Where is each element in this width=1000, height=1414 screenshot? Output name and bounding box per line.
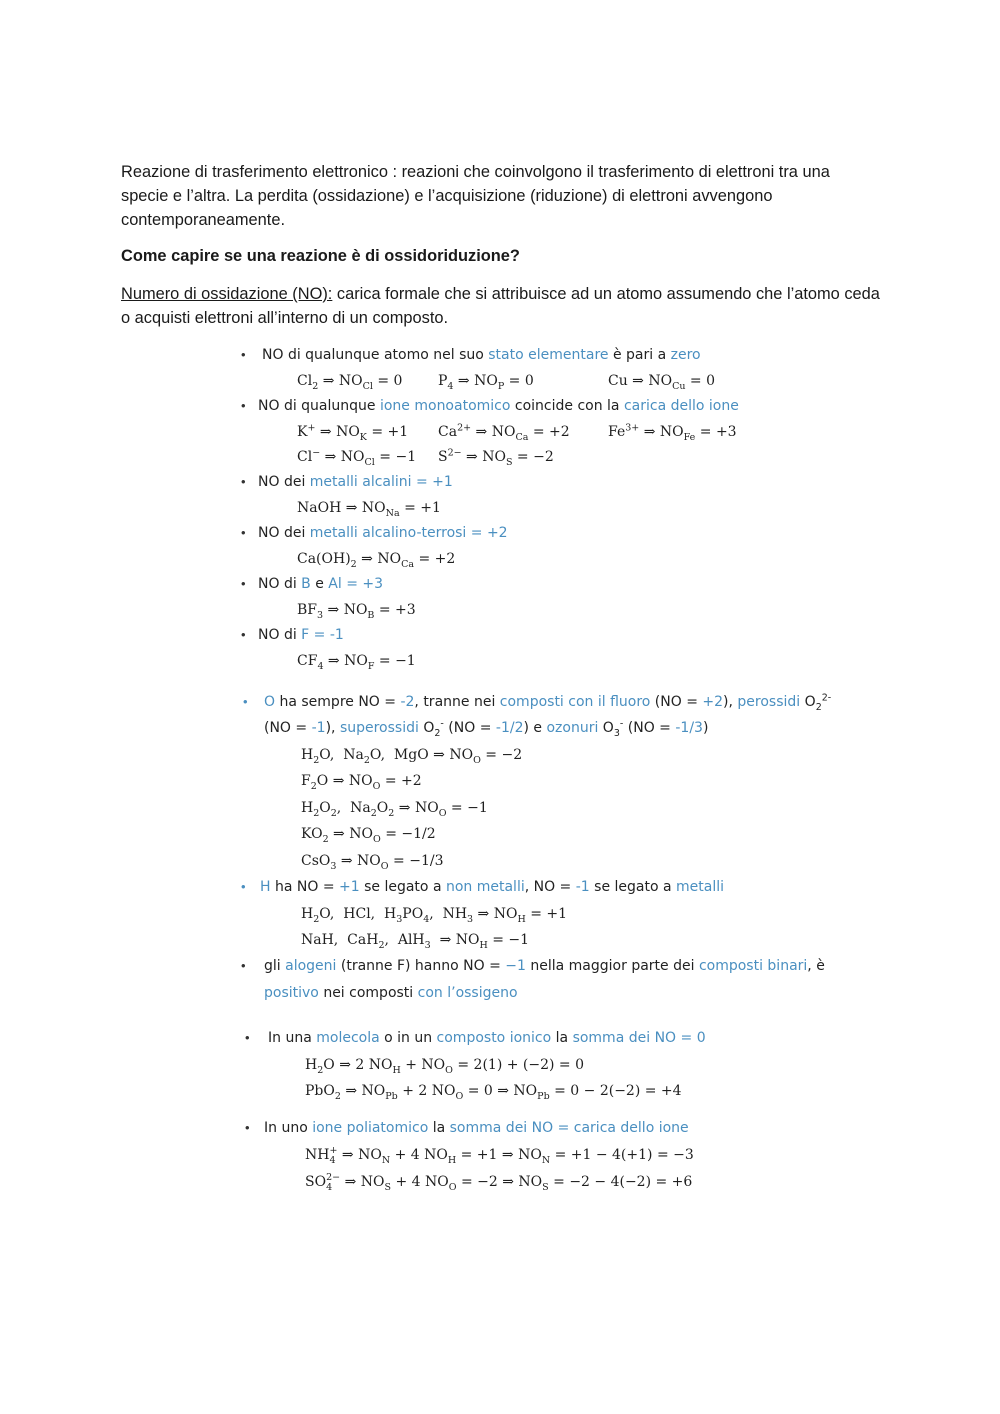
bullet: • <box>241 879 246 894</box>
equation: $Ca(OH)_2$ ⇒ $NO_{Ca} = +2$ <box>297 551 456 570</box>
equation: $BF_3$ ⇒ $NO_B = +3$ <box>297 602 416 621</box>
rule-boron-aluminium: NO di B e Al = +3 <box>258 576 384 592</box>
rule-halogens-line2: positivo nei composti con l’ossigeno <box>264 985 518 1001</box>
rule-neutral-sum: In una molecola o in un composto ionico la somma dei NO = 0 <box>268 1030 706 1046</box>
equation: $H_2O_2$, $Na_2O_2$ ⇒ $NO_O = -1$ <box>301 800 488 819</box>
equation: $F_2O$ ⇒ $NO_O = +2$ <box>301 773 422 792</box>
rule-alkaline-earth-metals: NO dei metalli alcalino-terrosi = +2 <box>258 525 508 541</box>
rule-fluorine: NO di F = -1 <box>258 627 344 643</box>
equation: $H_2O$, $Na_2O$, MgO ⇒ $NO_O = -2$ <box>301 747 523 766</box>
bullet: • <box>241 525 246 540</box>
equation: $Ca^{2+}$ ⇒ $NO_{Ca} = +2$ <box>438 422 570 443</box>
section-question: Come capire se una reazione è di ossidoriduzione? <box>121 247 520 265</box>
bullet: • <box>245 1120 250 1135</box>
bullet: • <box>243 694 248 709</box>
equation: $SO_4^{2-}$ ⇒ $NO_S + 4$ $NO_O = -2$ ⇒ $NO_S = -2 - 4(-2) = +6$ <box>305 1172 693 1193</box>
rule-oxygen-line1: O ha sempre NO = -2, tranne nei composti con il fluoro (NO = +2), perossidi $O_2^{2-}$ <box>264 692 832 713</box>
rule-halogens-line1: gli alogeni (tranne F) hanno NO = −1 nella maggior parte dei composti binari, è <box>264 958 825 974</box>
definition-text: carica formale che si attribuisce ad un atomo assumendo che l’atomo ceda o acquisti elettroni all’interno di un composto. <box>121 285 880 327</box>
equation: $NH_4^+$ ⇒ $NO_N + 4$ $NO_H = +1$ ⇒ $NO_N = +1 - 4(+1) = -3$ <box>305 1145 694 1166</box>
bullet: • <box>241 398 246 413</box>
equation: $CF_4$ ⇒ $NO_F = -1$ <box>297 653 416 672</box>
rule-hydrogen: H ha NO = +1 se legato a non metalli, NO = -1 se legato a metalli <box>260 879 725 895</box>
bullet: • <box>241 627 246 642</box>
equation: NaOH ⇒ $NO_{Na} = +1$ <box>297 500 441 519</box>
intro-paragraph: Reazione di trasferimento elettronico : reazioni che coinvolgono il trasferimento di elettroni tra una specie e l’altra. La perdita (ossidazione) e l’acquisizione (riduzione) di elettroni avvengono contemporaneamente. <box>121 163 830 229</box>
rule-oxygen-line2: (NO = -1), superossidi $O_2^-$ (NO = -1/2) e ozonuri $O_3^-$ (NO = -1/3) <box>264 718 709 739</box>
bullet: • <box>245 1030 250 1045</box>
equation: PbO$_2$ ⇒ $NO_{Pb} + 2$ $NO_O = 0$ ⇒ $NO_{Pb} = 0 - 2(-2) = +4$ <box>305 1083 682 1102</box>
bullet: • <box>241 474 246 489</box>
bullet: • <box>241 576 246 591</box>
bullet: • <box>241 347 246 362</box>
equation: $S^{2-}$ ⇒ $NO_S = -2$ <box>438 447 554 468</box>
equation: NaH, CaH$_2$, AlH$_3$ ⇒ $NO_H = -1$ <box>301 932 530 951</box>
equation: $Fe^{3+}$ ⇒ $NO_{Fe} = +3$ <box>608 422 737 443</box>
rule-polyatomic-ion: In uno ione poliatomico la somma dei NO = carica dello ione <box>264 1120 689 1136</box>
equation: Cu ⇒ $NO_{Cu} = 0$ <box>608 373 716 392</box>
bullet: • <box>241 958 246 973</box>
definition-term: Numero di ossidazione (NO): <box>121 285 333 303</box>
equation: $KO_2$ ⇒ $NO_O = -1/2$ <box>301 826 436 845</box>
equation: $H_2O$ ⇒ 2 $NO_H + NO_O = 2(1) + (-2) = 0$ <box>305 1057 585 1076</box>
equation: Cl− ⇒ $NO_{Cl} = -1$ <box>297 447 417 468</box>
equation: $Cl_2$ ⇒ $NO_{Cl} = 0$ <box>297 373 403 392</box>
equation: $P_4$ ⇒ $NO_P = 0$ <box>438 373 534 392</box>
equation: $H_2O$, HCl, $H_3PO_4$, $NH_3$ ⇒ $NO_H = +1$ <box>301 906 568 925</box>
equation: CsO$_3$ ⇒ $NO_O = -1/3$ <box>301 853 444 872</box>
equation: K+ ⇒ $NO_K = +1$ <box>297 422 409 443</box>
rule-alkali-metals: NO dei metalli alcalini = +1 <box>258 474 453 490</box>
rule-monoatomic-ion: NO di qualunque ione monoatomico coincide con la carica dello ione <box>258 398 739 414</box>
rule-elemental-state: NO di qualunque atomo nel suo stato elementare è pari a zero <box>262 347 701 363</box>
